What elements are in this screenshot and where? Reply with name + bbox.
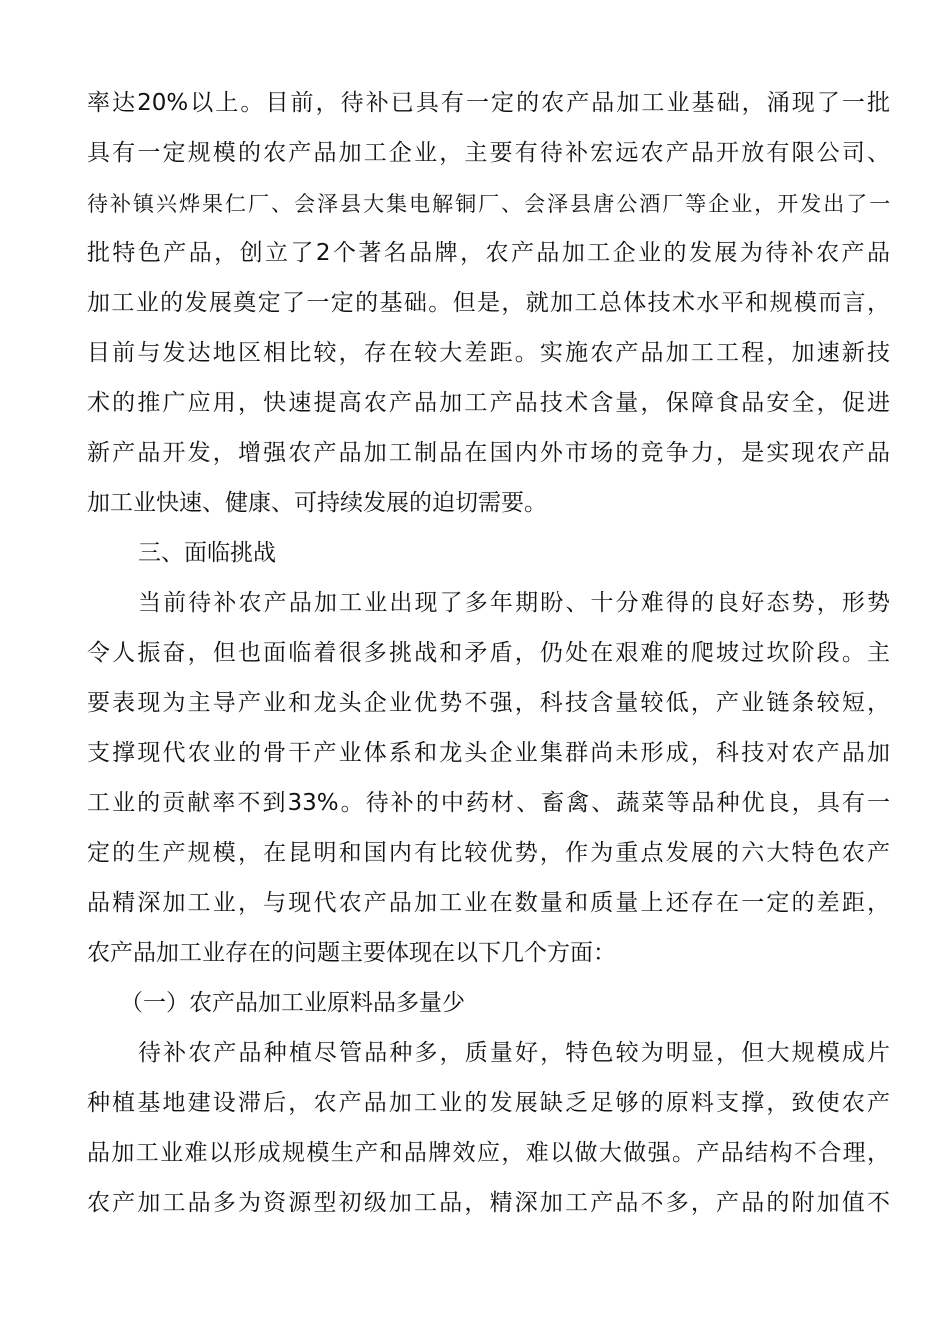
- text-line: 具有一定规模的农产品加工企业，主要有待补宏远农产品开放有限公司、: [87, 140, 890, 166]
- text-line: 定的生产规模，在昆明和国内有比较优势，作为重点发展的六大特色农产: [87, 840, 890, 866]
- text-line: 加工业快速、健康、可持续发展的迫切需要。: [87, 490, 547, 516]
- text-line: 支撑现代农业的骨干产业体系和龙头企业集群尚未形成，科技对农产品加: [87, 740, 890, 766]
- text-line: 待补农产品种植尽管品种多，质量好，特色较为明显，但大规模成片: [138, 1040, 890, 1066]
- text-line: 令人振奋，但也面临着很多挑战和矛盾，仍处在艰难的爬坡过坎阶段。主: [87, 640, 890, 666]
- text-line: 农产品加工业存在的问题主要体现在以下几个方面：: [87, 940, 616, 966]
- text-line: 目前与发达地区相比较，存在较大差距。实施农产品加工工程，加速新技: [87, 340, 890, 366]
- text-line: 待补镇兴烨果仁厂、会泽县大集电解铜厂、会泽县唐公酒厂等企业，开发出了一: [87, 192, 890, 216]
- text-line: 品加工业难以形成规模生产和品牌效应，难以做大做强。产品结构不合理，: [87, 1140, 890, 1166]
- text-line: 农产加工品多为资源型初级加工品，精深加工产品不多，产品的附加值不: [87, 1190, 890, 1216]
- text-line: 批特色产品，创立了2个著名品牌，农产品加工企业的发展为待补农产品: [87, 240, 890, 266]
- text-line: 术的推广应用，快速提高农产品加工产品技术含量，保障食品安全，促进: [87, 390, 890, 416]
- subsection-heading: （一）农产品加工业原料品多量少: [120, 990, 465, 1016]
- text-line: 工业的贡献率不到33%。待补的中药材、畜禽、蔬菜等品种优良，具有一: [87, 790, 890, 816]
- text-line: 新产品开发，增强农产品加工制品在国内外市场的竞争力，是实现农产品: [87, 440, 890, 466]
- text-line: 要表现为主导产业和龙头企业优势不强，科技含量较低，产业链条较短，: [87, 690, 890, 716]
- text-line: 品精深加工业，与现代农产品加工业在数量和质量上还存在一定的差距，: [87, 890, 890, 916]
- section-heading: 三、面临挑战: [138, 540, 276, 566]
- text-line: 种植基地建设滞后，农产品加工业的发展缺乏足够的原料支撑，致使农产: [87, 1090, 890, 1116]
- text-line: 率达20%以上。目前，待补已具有一定的农产品加工业基础，涌现了一批: [87, 90, 890, 116]
- text-line: 加工业的发展奠定了一定的基础。但是，就加工总体技术水平和规模而言，: [87, 290, 890, 316]
- text-line: 当前待补农产品加工业出现了多年期盼、十分难得的良好态势，形势: [138, 590, 890, 616]
